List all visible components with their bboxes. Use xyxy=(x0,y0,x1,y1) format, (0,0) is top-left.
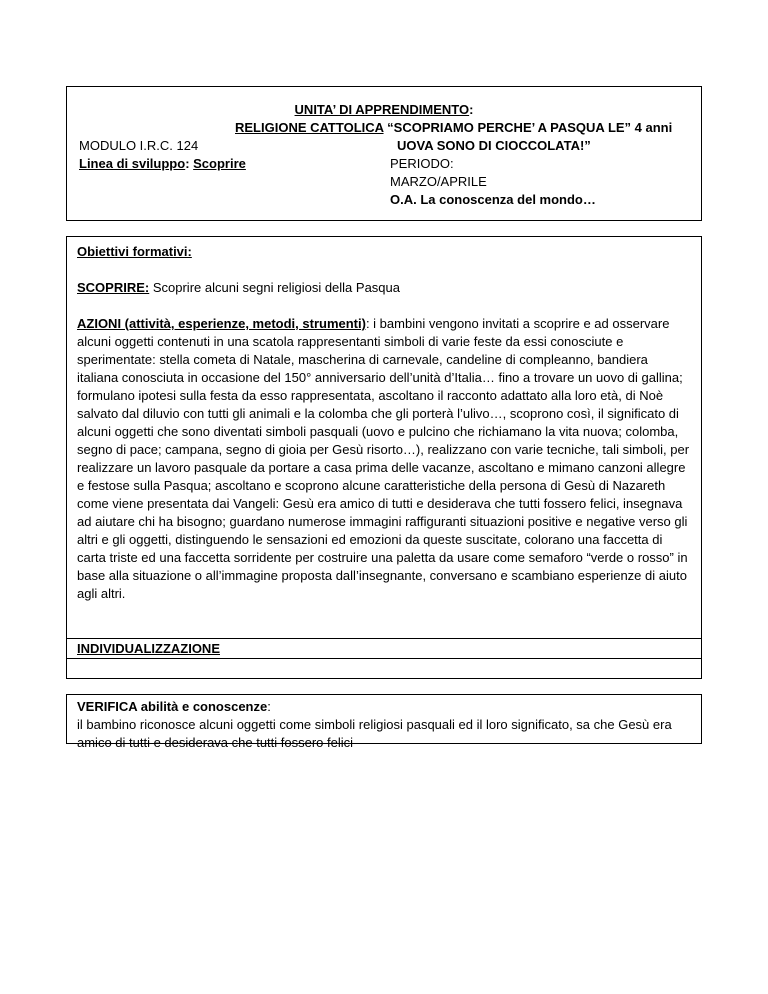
unit-theme-continued: UOVA SONO DI CIOCCOLATA!” xyxy=(397,138,591,153)
development-line: Linea di sviluppo: Scoprire xyxy=(79,156,246,171)
objectives-heading: Obiettivi formativi: xyxy=(77,244,192,259)
scoprire-paragraph xyxy=(77,279,691,297)
scoprire-text: Scoprire alcuni segni religiosi della Pasqua xyxy=(149,280,400,295)
azioni-paragraph xyxy=(77,315,691,603)
verifica-text: il bambino riconosce alcuni oggetti come simboli religiosi pasquali ed il loro significato, sa che Gesù era amico di tutti e desiderava che tutti fossero felici xyxy=(77,717,672,750)
verifica-heading: VERIFICA abilità e conoscenze: xyxy=(77,699,271,714)
unit-title: UNITA’ DI APPRENDIMENTO: xyxy=(294,102,474,117)
period-label: PERIODO: xyxy=(390,156,454,171)
module-label: MODULO I.R.C. 124 xyxy=(79,138,199,153)
scoprire-label: SCOPRIRE: xyxy=(77,280,150,295)
learning-objective: O.A. La conoscenza del mondo… xyxy=(390,192,596,207)
azioni-text: : i bambini vengono invitati a scoprire e ad osservare alcuni oggetti contenuti in una scatola rappresentanti simboli di varie feste da essi conosciute e sperimentate: stella cometa di Natale, mascherina di carnevale, candeline di compleanno, bandiera italiana conosciuta in occasione del 150° anniversario dell’unità d’Italia… fino a trovare un uovo di gallina; formulano ipotesi sulla festa da esso rappresentata, ascoltano il racconto adattato alla loro età, di Noè salvato dal diluvio con tutti gli animali e la colomba che gli porterà l’ulivo…, scoprono così, il significato di alcuni oggetti che sono diventati simboli pasquali (uovo e pulcino che richiamano la vita nuova; colomba, segno di pace; campana, segno di gioia per Gesù risorto…), realizzano con varie tecniche, tali simboli, per realizzare un lavoro pasquale da portare a casa prima delle vacanze, ascoltano e mimano canzoni allegre e festose sulla Pasqua; ascoltano e scoprono alcune caratteristiche della persona di Gesù di Nazareth come viene presentata dai Vangeli: Gesù era amico di tutti e desiderava che tutti fossero felici, insegnava ad aiutare chi ha bisogno; guardano numerose immagini raffiguranti situazioni positive e negative verso gli altri e gli oggetti, distinguendo le sensazioni ed emozioni da queste suscitate, colorano una faccetta di carta triste ed una faccetta sorridente per costruire una paletta da usare come semaforo “verde o rosso” in base alla situazione o all’immagine proposta dall’insegnante, conversano e scambiano esperienze di aiuto agli altri. xyxy=(77,316,690,601)
unit-theme: “SCOPRIAMO PERCHE’ A PASQUA LE” 4 anni xyxy=(383,120,673,135)
verifica-box xyxy=(66,694,702,750)
header-box xyxy=(66,86,702,221)
religion-label: RELIGIONE CATTOLICA xyxy=(235,120,384,135)
individualizzazione-heading: INDIVIDUALIZZAZIONE xyxy=(67,639,701,659)
individualizzazione-box xyxy=(66,638,702,679)
period-value: MARZO/APRILE xyxy=(390,174,487,189)
azioni-label: AZIONI (attività, esperienze, metodi, strumenti) xyxy=(77,316,366,331)
unit-subtitle xyxy=(235,119,672,137)
objectives-box xyxy=(66,236,702,639)
